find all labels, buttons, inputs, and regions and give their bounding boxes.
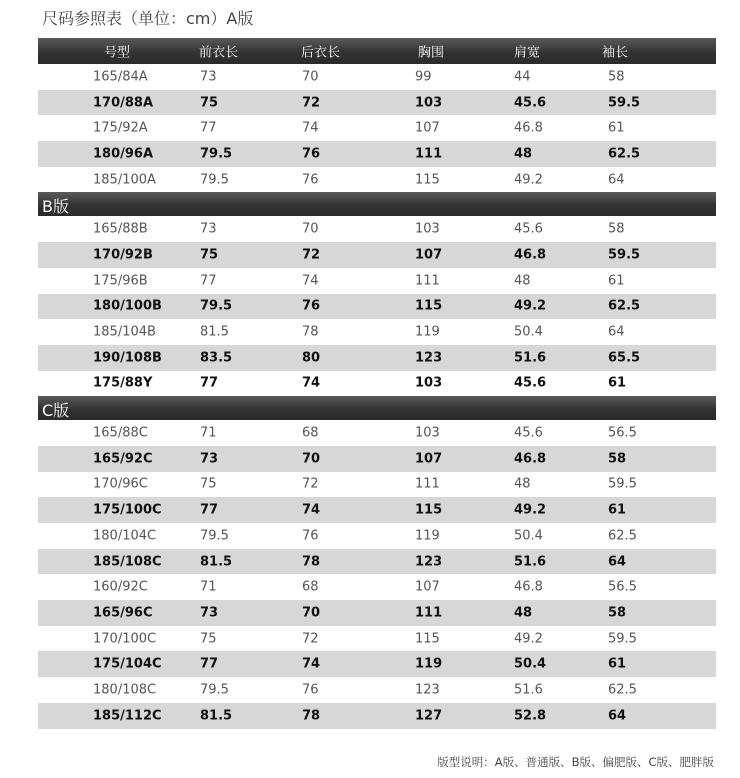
table-row xyxy=(38,167,716,193)
size-chart-table xyxy=(38,38,716,729)
chest-cell: 115 xyxy=(415,502,443,518)
table-body xyxy=(38,64,716,729)
shoulder-cell: 46.8 xyxy=(514,120,543,136)
sleeve-cell: 62.5 xyxy=(608,528,637,544)
chest-cell: 103 xyxy=(415,95,443,111)
chest-cell: 111 xyxy=(415,273,440,289)
chest-cell: 103 xyxy=(415,221,440,237)
back-length-cell: 76 xyxy=(302,682,319,698)
sleeve-cell: 64 xyxy=(608,554,627,570)
back-length-cell: 68 xyxy=(302,579,319,595)
shoulder-cell: 46.8 xyxy=(514,579,543,595)
back-length-cell: 72 xyxy=(302,95,321,111)
front-length-cell: 73 xyxy=(200,451,219,467)
sleeve-cell: 61 xyxy=(608,502,627,518)
front-length-cell: 71 xyxy=(200,579,217,595)
size-cell: 185/108C xyxy=(93,554,162,570)
back-length-cell: 80 xyxy=(302,350,321,366)
table-header xyxy=(38,38,716,64)
table-row xyxy=(38,472,716,498)
front-length-cell: 77 xyxy=(200,656,219,672)
column-header-size: 号型 xyxy=(104,45,131,61)
chest-cell: 107 xyxy=(415,451,443,467)
chest-cell: 107 xyxy=(415,247,443,263)
page-title: 尺码参照表（单位：cm）A版 xyxy=(42,9,254,28)
shoulder-cell: 51.6 xyxy=(514,350,547,366)
table-row xyxy=(38,420,716,446)
chest-cell: 127 xyxy=(415,708,443,724)
size-cell: 180/100B xyxy=(93,298,162,314)
size-cell: 175/88Y xyxy=(93,375,153,391)
shoulder-cell: 48 xyxy=(514,273,531,289)
size-cell: 170/88A xyxy=(93,95,154,111)
front-length-cell: 81.5 xyxy=(200,324,229,340)
front-length-cell: 75 xyxy=(200,476,217,492)
table-row xyxy=(38,345,716,371)
sleeve-cell: 64 xyxy=(608,324,625,340)
column-header-sleeve: 袖长 xyxy=(602,45,629,61)
column-header-front-length: 前衣长 xyxy=(199,45,239,61)
shoulder-cell: 45.6 xyxy=(514,425,543,441)
back-length-cell: 74 xyxy=(302,273,319,289)
chest-cell: 119 xyxy=(415,528,440,544)
sleeve-cell: 61 xyxy=(608,120,625,136)
sleeve-cell: 56.5 xyxy=(608,579,637,595)
shoulder-cell: 49.2 xyxy=(514,298,547,314)
back-length-cell: 76 xyxy=(302,298,321,314)
table-row xyxy=(38,64,716,90)
size-cell: 160/92C xyxy=(93,579,148,595)
sleeve-cell: 64 xyxy=(608,708,627,724)
sleeve-cell: 58 xyxy=(608,605,627,621)
front-length-cell: 79.5 xyxy=(200,528,229,544)
footnote: 版型说明：A版、普通版、B版、偏肥版、C版、肥胖版 xyxy=(437,755,714,769)
shoulder-cell: 49.2 xyxy=(514,631,543,647)
shoulder-cell: 50.4 xyxy=(514,324,543,340)
chest-cell: 107 xyxy=(415,579,440,595)
shoulder-cell: 44 xyxy=(514,69,531,85)
front-length-cell: 77 xyxy=(200,375,219,391)
front-length-cell: 75 xyxy=(200,247,219,263)
size-cell: 180/108C xyxy=(93,682,157,698)
front-length-cell: 77 xyxy=(200,502,219,518)
sleeve-cell: 58 xyxy=(608,451,627,467)
chest-cell: 111 xyxy=(415,605,443,621)
chest-cell: 99 xyxy=(415,69,432,85)
size-cell: 165/84A xyxy=(93,69,148,85)
table-row xyxy=(38,294,716,320)
size-cell: 175/104C xyxy=(93,656,162,672)
back-length-cell: 72 xyxy=(302,247,321,263)
chest-cell: 123 xyxy=(415,350,443,366)
back-length-cell: 74 xyxy=(302,375,321,391)
table-row xyxy=(38,216,716,242)
size-cell: 185/104B xyxy=(93,324,156,340)
sleeve-cell: 59.5 xyxy=(608,95,641,111)
chest-cell: 123 xyxy=(415,554,443,570)
front-length-cell: 75 xyxy=(200,95,219,111)
chest-cell: 103 xyxy=(415,425,440,441)
size-cell: 185/100A xyxy=(93,172,156,188)
shoulder-cell: 51.6 xyxy=(514,682,543,698)
back-length-cell: 74 xyxy=(302,656,321,672)
chest-cell: 119 xyxy=(415,656,443,672)
shoulder-cell: 46.8 xyxy=(514,451,547,467)
section-header xyxy=(38,192,716,216)
shoulder-cell: 45.6 xyxy=(514,95,547,111)
table-row xyxy=(38,319,716,345)
table-row xyxy=(38,523,716,549)
size-cell: 175/92A xyxy=(93,120,148,136)
front-length-cell: 73 xyxy=(200,605,219,621)
back-length-cell: 68 xyxy=(302,425,319,441)
sleeve-cell: 62.5 xyxy=(608,298,641,314)
chest-cell: 115 xyxy=(415,631,440,647)
table-row xyxy=(38,651,716,677)
table-row xyxy=(38,268,716,294)
sleeve-cell: 58 xyxy=(608,69,625,85)
size-cell: 180/96A xyxy=(93,146,154,162)
shoulder-cell: 46.8 xyxy=(514,247,547,263)
back-length-cell: 74 xyxy=(302,120,319,136)
sleeve-cell: 62.5 xyxy=(608,146,641,162)
size-cell: 170/92B xyxy=(93,247,153,263)
back-length-cell: 74 xyxy=(302,502,321,518)
table-row xyxy=(38,446,716,472)
front-length-cell: 73 xyxy=(200,221,217,237)
sleeve-cell: 58 xyxy=(608,221,625,237)
size-cell: 165/96C xyxy=(93,605,153,621)
table-row xyxy=(38,242,716,268)
front-length-cell: 79.5 xyxy=(200,298,233,314)
front-length-cell: 73 xyxy=(200,69,217,85)
chest-cell: 103 xyxy=(415,375,443,391)
size-cell: 185/112C xyxy=(93,708,162,724)
column-header-shoulder: 肩宽 xyxy=(514,45,541,61)
shoulder-cell: 45.6 xyxy=(514,221,543,237)
size-cell: 190/108B xyxy=(93,350,162,366)
chest-cell: 115 xyxy=(415,298,443,314)
table-row xyxy=(38,574,716,600)
size-cell: 180/104C xyxy=(93,528,157,544)
front-length-cell: 77 xyxy=(200,120,217,136)
shoulder-cell: 52.8 xyxy=(514,708,547,724)
sleeve-cell: 61 xyxy=(608,273,625,289)
table-row xyxy=(38,141,716,167)
front-length-cell: 81.5 xyxy=(200,554,233,570)
chest-cell: 119 xyxy=(415,324,440,340)
sleeve-cell: 65.5 xyxy=(608,350,641,366)
column-header-back-length: 后衣长 xyxy=(301,45,341,61)
front-length-cell: 81.5 xyxy=(200,708,233,724)
section-label: B版 xyxy=(42,197,69,217)
back-length-cell: 70 xyxy=(302,69,319,85)
sleeve-cell: 59.5 xyxy=(608,247,641,263)
back-length-cell: 78 xyxy=(302,324,319,340)
chest-cell: 123 xyxy=(415,682,440,698)
table-row xyxy=(38,497,716,523)
shoulder-cell: 50.4 xyxy=(514,656,547,672)
shoulder-cell: 48 xyxy=(514,476,531,492)
front-length-cell: 79.5 xyxy=(200,146,233,162)
front-length-cell: 79.5 xyxy=(200,682,229,698)
shoulder-cell: 48 xyxy=(514,146,533,162)
shoulder-cell: 49.2 xyxy=(514,172,543,188)
sleeve-cell: 56.5 xyxy=(608,425,637,441)
size-cell: 165/92C xyxy=(93,451,153,467)
sleeve-cell: 59.5 xyxy=(608,476,637,492)
shoulder-cell: 45.6 xyxy=(514,375,547,391)
shoulder-cell: 50.4 xyxy=(514,528,543,544)
front-length-cell: 77 xyxy=(200,273,217,289)
shoulder-cell: 48 xyxy=(514,605,533,621)
chest-cell: 115 xyxy=(415,172,440,188)
shoulder-cell: 49.2 xyxy=(514,502,547,518)
sleeve-cell: 62.5 xyxy=(608,682,637,698)
column-header-chest: 胸围 xyxy=(418,45,445,61)
size-cell: 175/96B xyxy=(93,273,148,289)
size-cell: 170/96C xyxy=(93,476,148,492)
back-length-cell: 78 xyxy=(302,554,321,570)
chest-cell: 107 xyxy=(415,120,440,136)
size-cell: 165/88C xyxy=(93,425,148,441)
front-length-cell: 71 xyxy=(200,425,217,441)
table-row xyxy=(38,703,716,729)
table-row xyxy=(38,677,716,703)
table-row xyxy=(38,371,716,397)
sleeve-cell: 61 xyxy=(608,375,627,391)
back-length-cell: 72 xyxy=(302,631,319,647)
sleeve-cell: 59.5 xyxy=(608,631,637,647)
table-row xyxy=(38,600,716,626)
section-header xyxy=(38,396,716,420)
size-cell: 170/100C xyxy=(93,631,157,647)
back-length-cell: 78 xyxy=(302,708,321,724)
size-cell: 165/88B xyxy=(93,221,148,237)
back-length-cell: 76 xyxy=(302,146,321,162)
table-row xyxy=(38,90,716,116)
front-length-cell: 83.5 xyxy=(200,350,233,366)
table-row xyxy=(38,549,716,575)
sleeve-cell: 61 xyxy=(608,656,627,672)
section-label: C版 xyxy=(42,401,70,421)
size-cell: 175/100C xyxy=(93,502,162,518)
chest-cell: 111 xyxy=(415,476,440,492)
front-length-cell: 79.5 xyxy=(200,172,229,188)
table-row xyxy=(38,626,716,652)
back-length-cell: 76 xyxy=(302,172,319,188)
back-length-cell: 70 xyxy=(302,605,321,621)
back-length-cell: 72 xyxy=(302,476,319,492)
back-length-cell: 70 xyxy=(302,451,321,467)
back-length-cell: 76 xyxy=(302,528,319,544)
table-row xyxy=(38,115,716,141)
sleeve-cell: 64 xyxy=(608,172,625,188)
front-length-cell: 75 xyxy=(200,631,217,647)
back-length-cell: 70 xyxy=(302,221,319,237)
chest-cell: 111 xyxy=(415,146,443,162)
shoulder-cell: 51.6 xyxy=(514,554,547,570)
